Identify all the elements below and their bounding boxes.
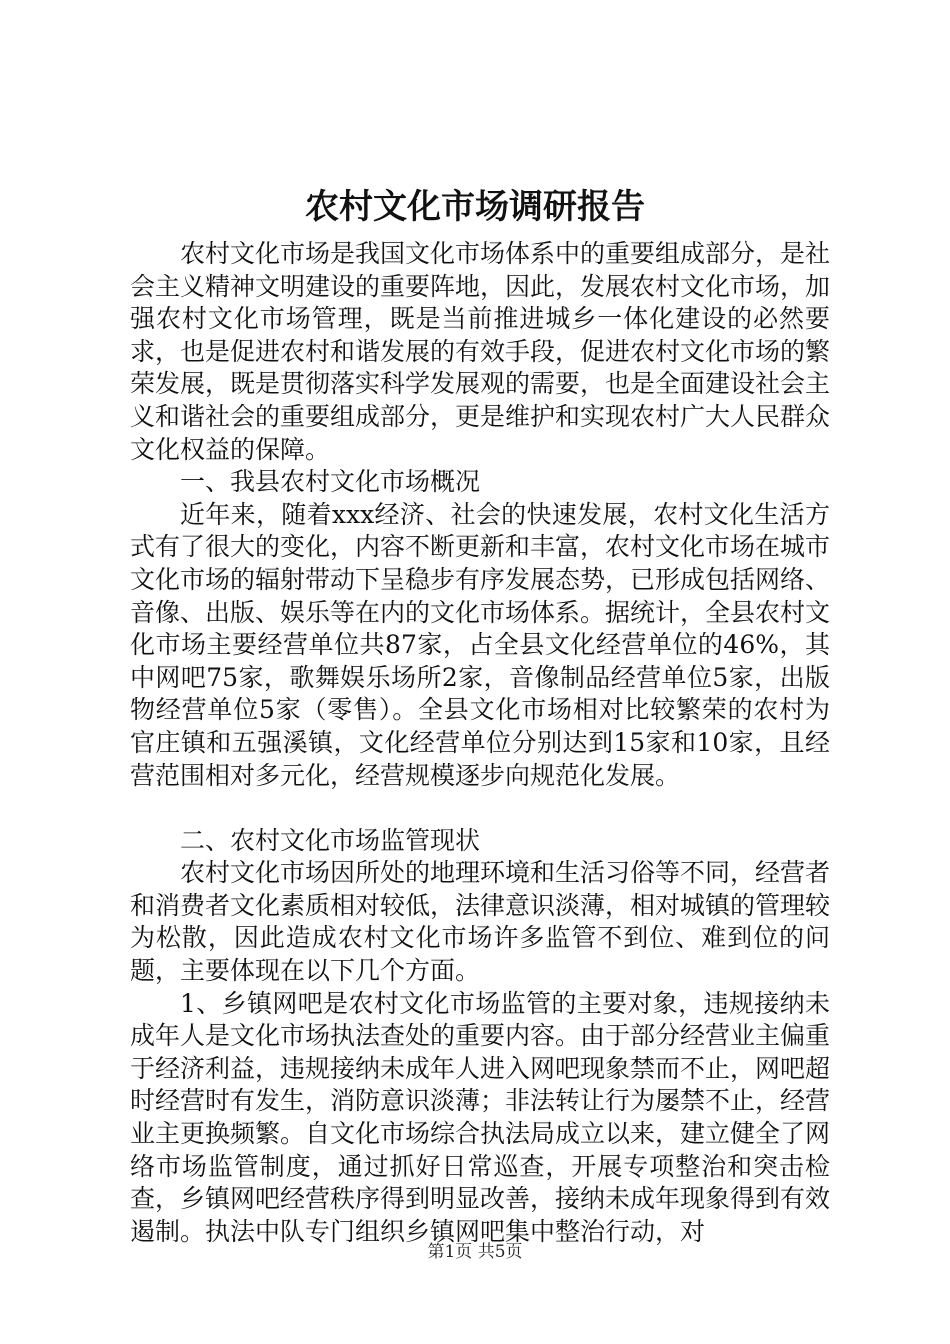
page-number: 第1页 共5页 <box>427 1242 523 1262</box>
document-body <box>130 238 830 1248</box>
section-heading-2: 二、农村文化市场监管现状 <box>180 825 481 855</box>
paragraph-item-1: 1、乡镇网吧是农村文化市场监管的主要对象，违规接纳未成年人是文化市场执法查处的重要内容。由于部分经营业主偏重于经济利益，违规接纳未成年人进入网吧现象禁而不止，网吧超时经营时有发生，消防意识淡薄；非法转让行为屡禁不止，经营业主更换频繁。自文化市场综合执法局成立以来，建立健全了网络市场监管制度，通过抓好日常巡查，开展专项整治和突击检查，乡镇网吧经营秩序得到明显改善，接纳未成年现象得到有效遏制。执法中队专门组织乡镇网吧集中整治行动，对 <box>130 988 831 1246</box>
paragraph-intro: 农村文化市场是我国文化市场体系中的重要组成部分，是社会主义精神文明建设的重要阵地，因此，发展农村文化市场，加强农村文化市场管理，既是当前推进城乡一体化建设的必然要求，也是促进农村和谐发展的有效手段，促进农村文化市场的繁荣发展，既是贯彻落实科学发展观的需要，也是全面建设社会主义和谐社会的重要组成部分，更是维护和实现农村广大人民群众文化权益的保障。 <box>130 239 831 464</box>
document-title: 农村文化市场调研报告 <box>305 187 645 227</box>
paragraph-overview: 近年来，随着xxx经济、社会的快速发展，农村文化生活方式有了很大的变化，内容不断更新和丰富，农村文化市场在城市文化市场的辐射带动下呈稳步有序发展态势，已形成包括网络、音像、出版、娱乐等在内的文化市场体系。据统计，全县农村文化市场主要经营单位共87家，占全县文化经营单位的46%，其中网吧75家，歌舞娱乐场所2家，音像制品经营单位5家，出版物经营单位5家（零售）。全县文化市场相对比较繁荣的农村为官庄镇和五强溪镇，文化经营单位分别达到15家和10家，且经营范围相对多元化，经营规模逐步向规范化发展。 <box>130 499 831 790</box>
paragraph-supervision: 农村文化市场因所处的地理环境和生活习俗等不同，经营者和消费者文化素质相对较低，法律意识淡薄，相对城镇的管理较为松散，因此造成农村文化市场许多监管不到位、难到位的问题，主要体现在以下几个方面。 <box>130 858 831 986</box>
section-heading-1: 一、我县农村文化市场概况 <box>180 467 481 497</box>
